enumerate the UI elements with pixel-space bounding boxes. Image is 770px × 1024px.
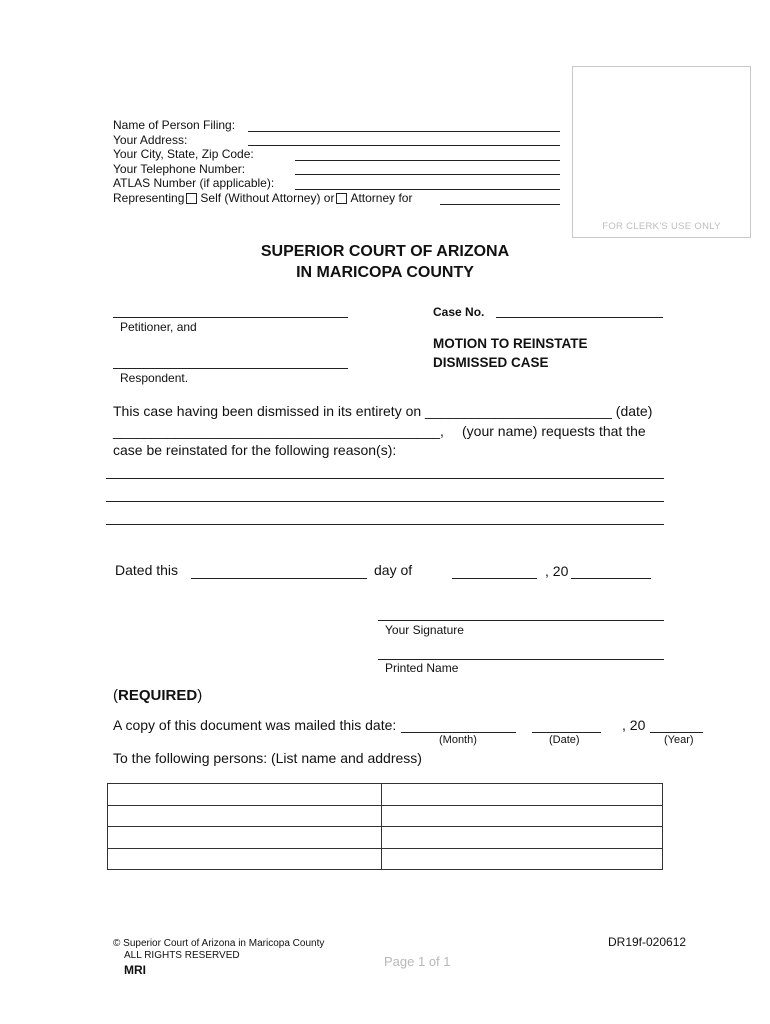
page-number: Page 1 of 1 [384, 954, 451, 969]
required-heading [113, 687, 202, 704]
year-caption: (Year) [664, 734, 694, 746]
required-open-paren: ( [113, 687, 118, 704]
clerk-use-box [572, 66, 751, 238]
atlas-field[interactable] [295, 189, 560, 190]
table-cell[interactable] [382, 827, 663, 849]
self-checkbox[interactable] [186, 193, 197, 204]
table-row [108, 805, 663, 827]
name-field[interactable] [248, 131, 560, 132]
body-line2-name: __________________________________________, [113, 423, 444, 439]
footer-rights: ALL RIGHTS RESERVED [124, 950, 240, 961]
phone-field[interactable] [295, 174, 560, 175]
table-row [108, 848, 663, 870]
reason-line-1[interactable] [106, 478, 664, 479]
mailed-year-prefix: , 20 [622, 717, 646, 733]
petitioner-label: Petitioner, and [120, 320, 197, 334]
court-title [0, 241, 770, 283]
table-cell[interactable] [108, 784, 382, 806]
reason-line-3[interactable] [106, 524, 664, 525]
signature-label: Your Signature [385, 623, 464, 637]
reason-line-2[interactable] [106, 501, 664, 502]
court-title-line1: SUPERIOR COURT OF ARIZONA [260, 243, 510, 260]
mailed-year-field[interactable] [650, 732, 703, 733]
mailed-text: A copy of this document was mailed this date: [113, 717, 397, 733]
address-field[interactable] [248, 145, 560, 146]
respondent-field[interactable] [113, 368, 348, 369]
dated-year-field[interactable] [571, 578, 651, 579]
representing-label: Representing [113, 190, 185, 205]
signature-field[interactable] [378, 620, 664, 621]
footer-code: MRI [124, 963, 146, 977]
motion-title-line1: MOTION TO REINSTATE [433, 336, 588, 351]
persons-table [107, 783, 663, 870]
motion-title-line2: DISMISSED CASE [433, 355, 549, 370]
city-field[interactable] [295, 160, 560, 161]
address-label: Your Address: [113, 132, 188, 147]
body-line1: This case having been dismissed in its entirety on ________________________ (date) [113, 403, 653, 419]
self-label: Self (Without Attorney) or [200, 190, 335, 205]
table-row [108, 827, 663, 849]
atlas-label: ATLAS Number (if applicable): [113, 176, 275, 190]
case-no-label: Case No. [433, 305, 485, 319]
table-cell[interactable] [108, 848, 382, 870]
attorney-label: Attorney for [350, 190, 413, 205]
table-cell[interactable] [382, 805, 663, 827]
dated-year-label: , 20 [545, 563, 569, 579]
table-cell[interactable] [108, 827, 382, 849]
mailed-month-field[interactable] [401, 732, 516, 733]
court-title-line2: IN MARICOPA COUNTY [296, 264, 474, 281]
dated-day-field[interactable] [191, 578, 367, 579]
day-of-label: day of [374, 562, 413, 578]
dated-month-field[interactable] [452, 578, 537, 579]
printed-name-label: Printed Name [385, 661, 459, 675]
table-cell[interactable] [108, 805, 382, 827]
month-caption: (Month) [439, 734, 477, 746]
table-cell[interactable] [382, 784, 663, 806]
persons-label: To the following persons: (List name and address) [113, 750, 422, 766]
attorney-checkbox[interactable] [336, 193, 347, 204]
respondent-label: Respondent. [120, 371, 189, 385]
representing-row [113, 191, 412, 206]
clerk-use-label: FOR CLERK'S USE ONLY [602, 221, 721, 232]
motion-title [433, 334, 588, 372]
required-close-paren: ) [197, 687, 203, 704]
petitioner-field[interactable] [113, 317, 348, 318]
body-line2-text: (your name) requests that the [462, 423, 646, 439]
mailed-date-field[interactable] [532, 732, 601, 733]
case-no-field[interactable] [496, 317, 663, 318]
dated-label: Dated this [115, 562, 179, 578]
required-label: REQUIRED [118, 687, 198, 704]
name-label: Name of Person Filing: [113, 118, 236, 132]
form-id: DR19f-020612 [608, 935, 687, 949]
attorney-for-field[interactable] [440, 204, 560, 205]
body-line3: case be reinstated for the following reason(s): [113, 442, 397, 458]
footer-copyright: © Superior Court of Arizona in Maricopa County [113, 938, 325, 949]
table-row [108, 784, 663, 806]
city-label: Your City, State, Zip Code: [113, 147, 254, 161]
phone-label: Your Telephone Number: [113, 161, 246, 176]
table-cell[interactable] [382, 848, 663, 870]
date-caption: (Date) [549, 734, 580, 746]
printed-name-field[interactable] [378, 659, 664, 660]
